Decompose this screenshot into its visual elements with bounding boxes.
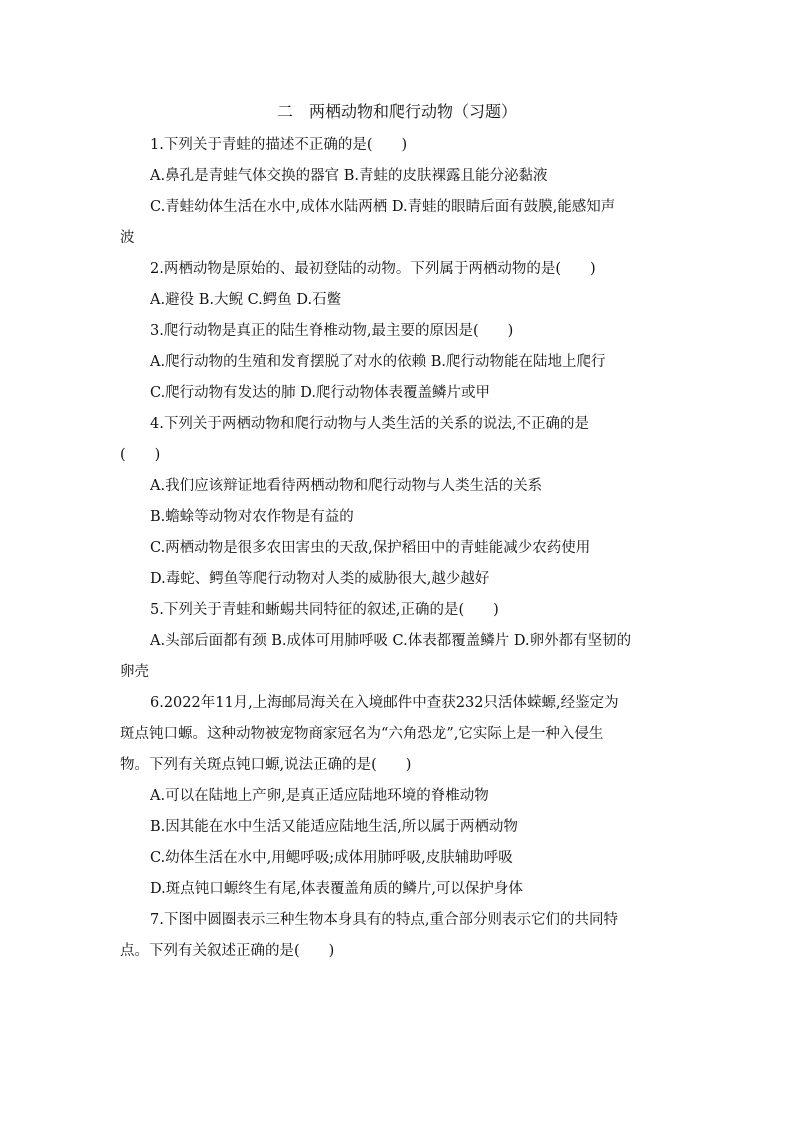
- question-3-options-cd: C.爬行动物有发达的肺 D.爬行动物体表覆盖鳞片或甲: [150, 385, 491, 401]
- question-4-option-d: D.毒蛇、鳄鱼等爬行动物对人类的威胁很大,越少越好: [150, 571, 490, 587]
- question-6-option-b: B.因其能在水中生活又能适应陆地生活,所以属于两栖动物: [150, 819, 518, 835]
- question-3-stem: 3.爬行动物是真正的陆生脊椎动物,最主要的原因是( ): [150, 323, 514, 339]
- question-5-options-continued: 卵壳: [120, 664, 149, 680]
- question-1-stem: 1.下列关于青蛙的描述不正确的是( ): [150, 137, 408, 153]
- question-2-stem: 2.两栖动物是原始的、最初登陆的动物。下列属于两栖动物的是( ): [150, 261, 596, 277]
- question-4-stem: 4.下列关于两栖动物和爬行动物与人类生活的关系的说法,不正确的是: [150, 416, 589, 432]
- question-7-stem-line-2: 点。下列有关叙述正确的是( ): [120, 943, 335, 959]
- question-list: [120, 130, 678, 967]
- question-4-stem-continued: ( ): [120, 447, 161, 463]
- question-6-option-c: C.幼体生活在水中,用鳃呼吸;成体用肺呼吸,皮肤辅助呼吸: [150, 850, 513, 866]
- page-title: 二 两栖动物和爬行动物（习题）: [276, 102, 517, 121]
- question-1-options-continued: 波: [120, 230, 135, 246]
- question-6-option-d: D.斑点钝口螈终生有尾,体表覆盖角质的鳞片,可以保护身体: [150, 881, 523, 897]
- question-4-option-a: A.我们应该辩证地看待两栖动物和爬行动物与人类生活的关系: [150, 478, 543, 494]
- question-1-options-cd: C.青蛙幼体生活在水中,成体水陆两栖 D.青蛙的眼睛后面有鼓膜,能感知声: [150, 199, 616, 215]
- question-1-options-ab: A.鼻孔是青蛙气体交换的器官 B.青蛙的皮肤裸露且能分泌黏液: [150, 168, 548, 184]
- question-6-stem-line-3: 物。下列有关斑点钝口螈,说法正确的是( ): [120, 757, 412, 773]
- question-7-stem-line-1: 7.下图中圆圈表示三种生物本身具有的特点,重合部分则表示它们的共同特: [150, 912, 618, 928]
- question-6-stem-line-1: 6.2022年11月,上海邮局海关在入境邮件中查获232只活体蝾螈,经鉴定为: [150, 695, 619, 711]
- question-5-options: A.头部后面都有颈 B.成体可用肺呼吸 C.体表都覆盖鳞片 D.卵外都有坚韧的: [150, 633, 632, 649]
- question-6-stem-line-2: 斑点钝口螈。这种动物被宠物商家冠名为“六角恐龙”,它实际上是一种入侵生: [120, 726, 604, 742]
- question-2-options: A.避役 B.大鲵 C.鳄鱼 D.石鳖: [150, 292, 342, 308]
- question-4-option-c: C.两栖动物是很多农田害虫的天敌,保护稻田中的青蛙能减少农药使用: [150, 540, 591, 556]
- question-3-options-ab: A.爬行动物的生殖和发育摆脱了对水的依赖 B.爬行动物能在陆地上爬行: [150, 354, 606, 370]
- question-5-stem: 5.下列关于青蛙和蜥蜴共同特征的叙述,正确的是( ): [150, 602, 499, 618]
- question-6-option-a: A.可以在陆地上产卵,是真正适应陆地环境的脊椎动物: [150, 788, 489, 804]
- question-4-option-b: B.蟾蜍等动物对农作物是有益的: [150, 509, 354, 525]
